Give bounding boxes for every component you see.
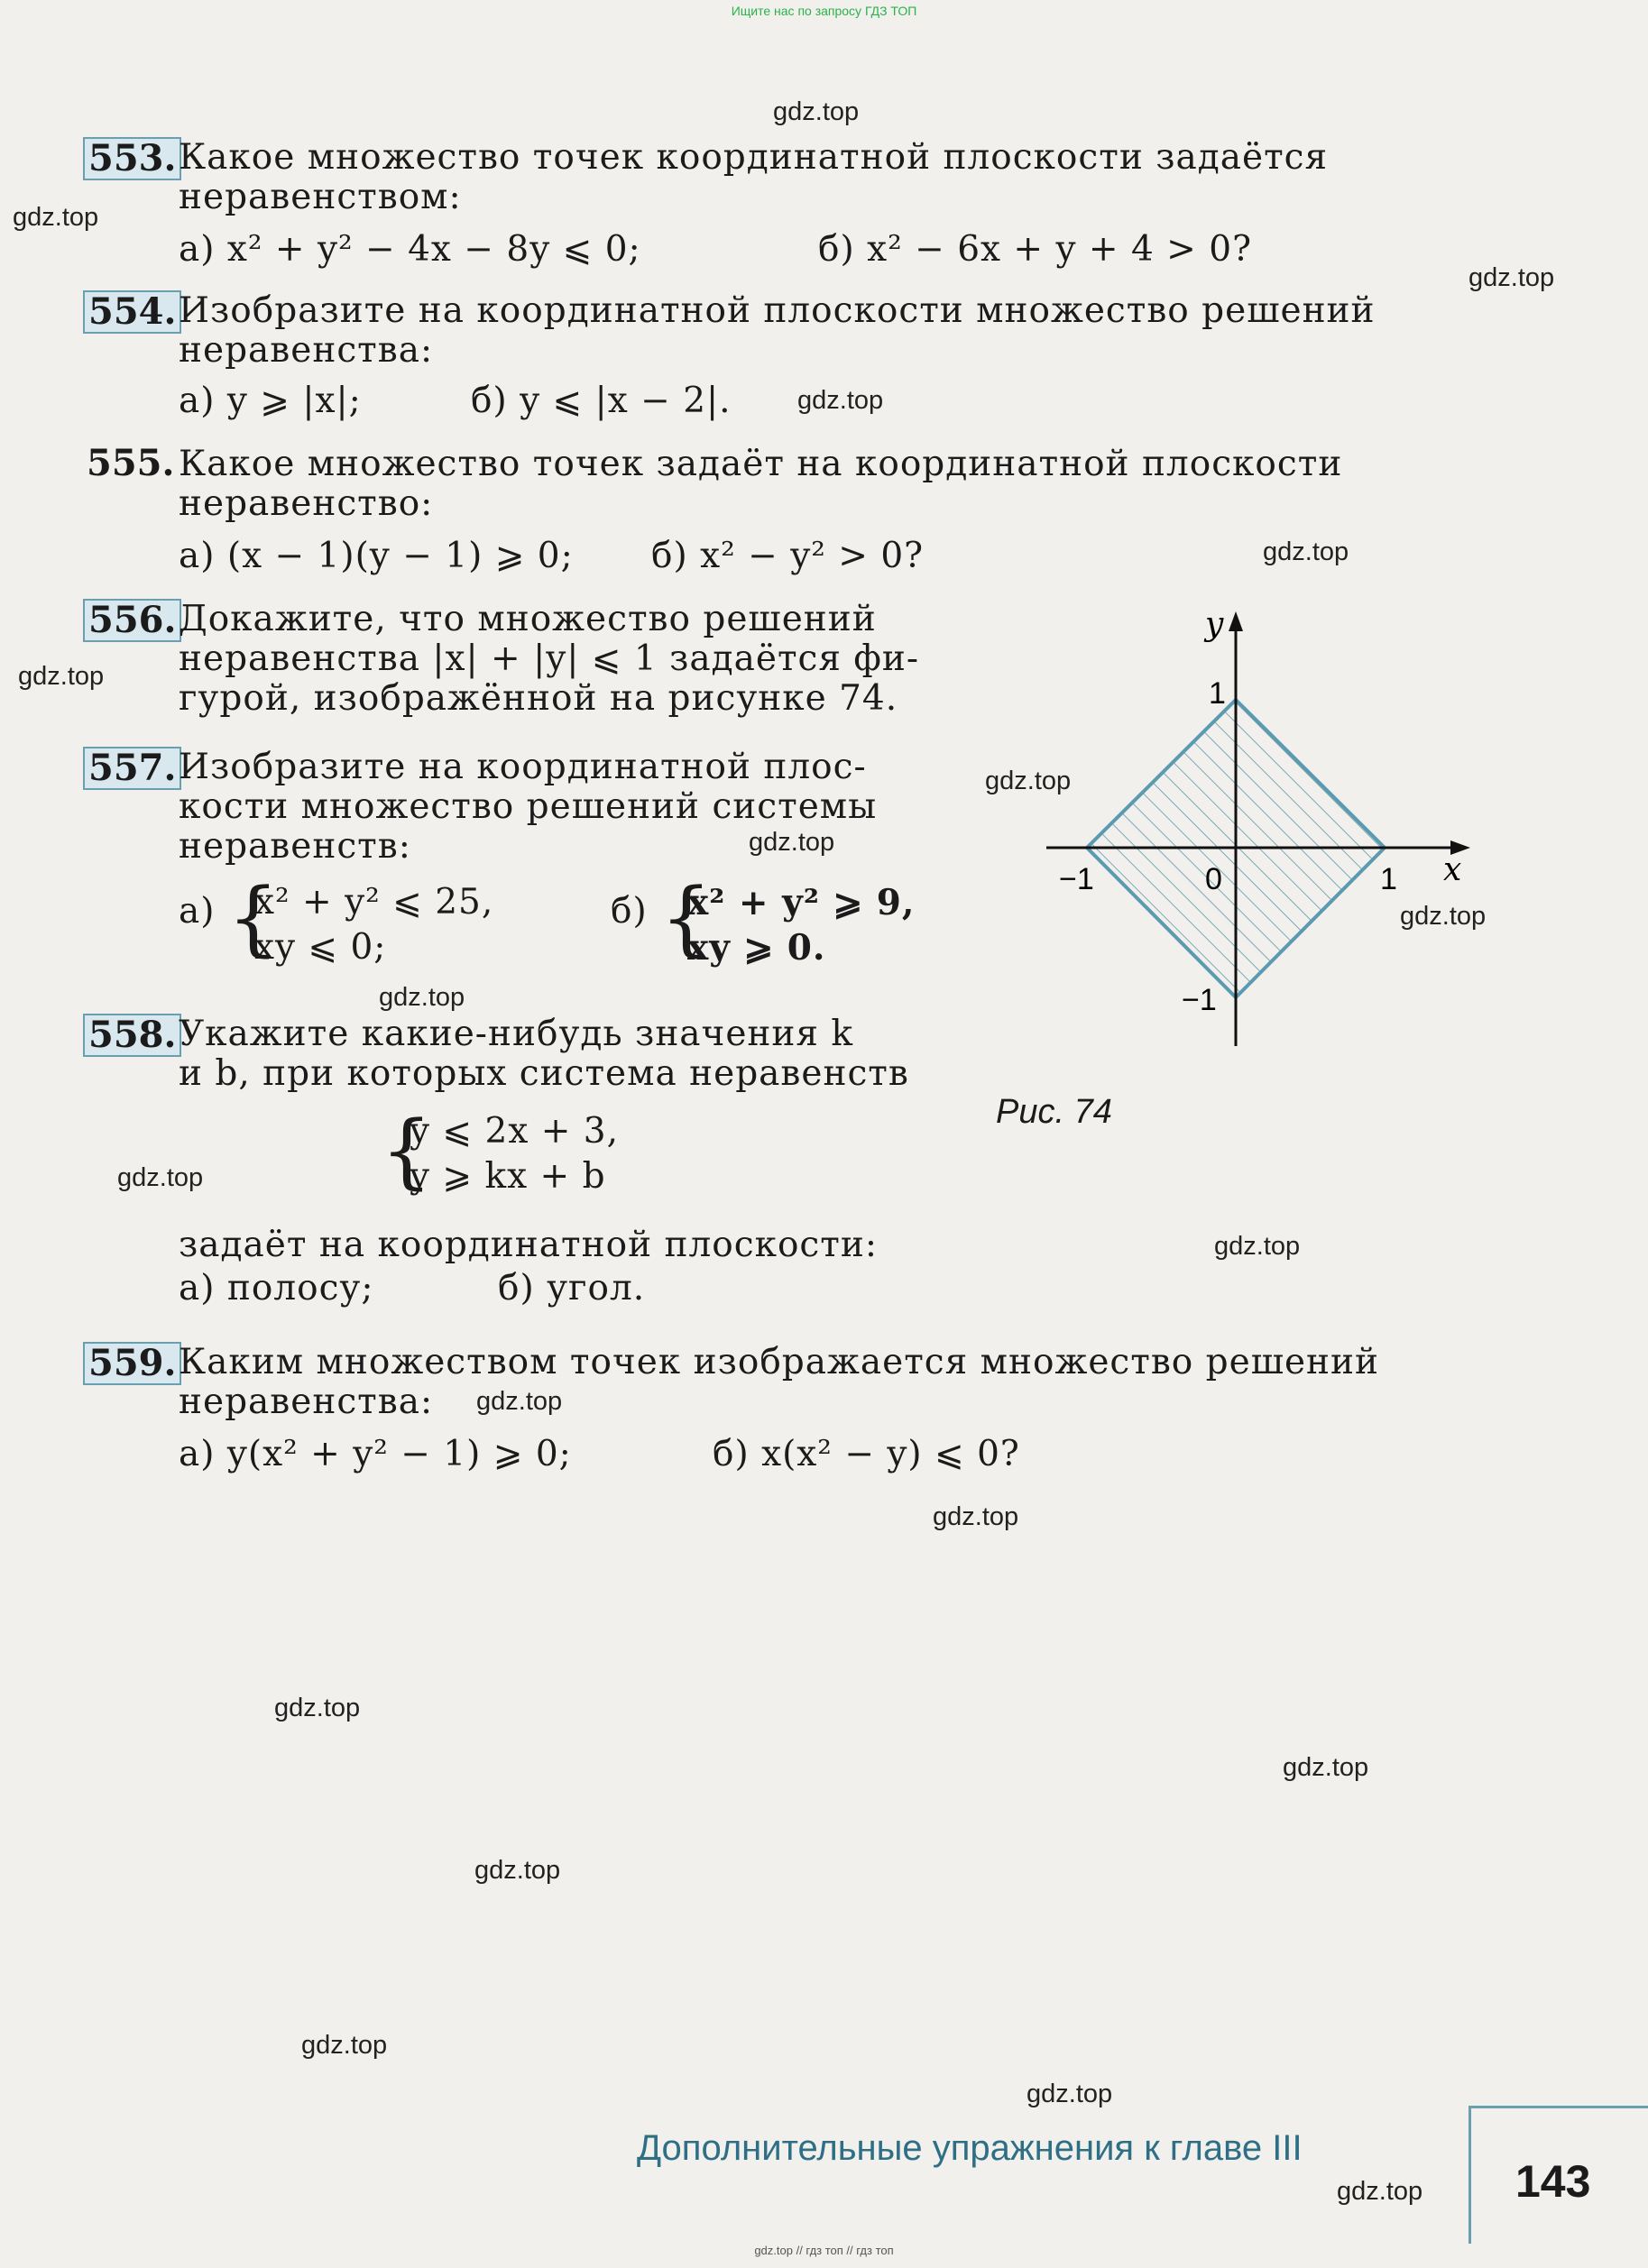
problem-text: неравенства:: [179, 330, 434, 371]
problem-number: 556.: [83, 599, 181, 642]
problem-text: неравенством:: [179, 177, 462, 217]
tick-pos-y: 1: [1209, 676, 1226, 711]
option-a: а) y(x² + y² − 1) ⩾ 0;: [179, 1434, 572, 1474]
watermark: gdz.top: [1263, 537, 1349, 566]
option-b: б) y ⩽ |x − 2|.: [471, 381, 732, 421]
watermark: gdz.top: [1468, 263, 1555, 292]
problem-text: кости множество решений системы: [179, 786, 878, 827]
option-b: б) x² − 6x + y + 4 > 0?: [818, 229, 1252, 270]
header-note: Ищите нас по запросу ГДЗ ТОП: [731, 4, 917, 18]
problem-text: неравенств:: [179, 826, 411, 867]
watermark: gdz.top: [379, 983, 465, 1012]
page-number: 143: [1515, 2156, 1591, 2207]
brace: {: [381, 1104, 434, 1198]
watermark: gdz.top: [301, 2031, 388, 2060]
system-b-line1: x² + y² ⩾ 9,: [687, 882, 916, 923]
problem-number: 559.: [83, 1342, 181, 1385]
watermark: gdz.top: [474, 1856, 561, 1885]
problem-text: Докажите, что множество решений: [179, 599, 877, 639]
watermark: gdz.top: [797, 386, 884, 415]
problem-number: 557.: [83, 747, 181, 790]
option-a: а) y ⩾ |x|;: [179, 381, 362, 421]
watermark: gdz.top: [117, 1163, 204, 1192]
problem-text: и b, при которых система неравенств: [179, 1053, 909, 1094]
system-line2: y ⩾ kx + b: [410, 1156, 606, 1197]
option-a-label: а): [179, 891, 216, 932]
watermark: gdz.top: [933, 1502, 1019, 1531]
watermark: gdz.top: [985, 767, 1072, 795]
problem-text: неравенства |x| + |y| ⩽ 1 задаётся фи-: [179, 638, 920, 679]
problem-number: 555.: [87, 442, 175, 484]
option-a: а) x² + y² − 4x − 8y ⩽ 0;: [179, 229, 641, 270]
watermark: gdz.top: [13, 203, 99, 232]
brace: {: [227, 871, 281, 966]
problem-number: 558.: [83, 1014, 181, 1057]
x-axis-label: x: [1443, 851, 1462, 888]
y-axis-label: y: [1205, 606, 1224, 643]
tick-neg-x: −1: [1059, 862, 1094, 896]
problem-text: Какое множество точек координатной плоскости задаётся: [179, 137, 1329, 178]
option-b: б) x(x² − y) ⩽ 0?: [713, 1434, 1020, 1474]
tick-neg-y: −1: [1182, 983, 1217, 1017]
problem-text: неравенство:: [179, 483, 434, 524]
watermark: gdz.top: [749, 828, 835, 857]
option-b: б) угол.: [498, 1268, 646, 1308]
option-a: а) (x − 1)(y − 1) ⩾ 0;: [179, 536, 574, 576]
system-b-line2: xy ⩾ 0.: [687, 927, 826, 969]
problem-number: 554.: [83, 290, 181, 334]
watermark: gdz.top: [18, 662, 105, 691]
watermark: gdz.top: [1400, 902, 1487, 931]
system-line1: y ⩽ 2x + 3,: [410, 1111, 619, 1152]
option-a: а) полосу;: [179, 1268, 374, 1308]
footer-note: gdz.top // гдз топ // гдз топ: [754, 2244, 894, 2257]
watermark: gdz.top: [1214, 1232, 1301, 1261]
origin-label: 0: [1205, 862, 1222, 896]
y-axis-arrow-icon: [1229, 611, 1243, 631]
watermark: gdz.top: [476, 1387, 563, 1416]
chapter-footer-title: Дополнительные упражнения к главе III: [637, 2128, 1303, 2168]
problem-text: Каким множеством точек изображается множество решений: [179, 1342, 1380, 1382]
problem-text: Изобразите на координатной плос-: [179, 747, 867, 787]
tick-pos-x: 1: [1380, 862, 1397, 896]
watermark: gdz.top: [1337, 2177, 1423, 2206]
watermark: gdz.top: [1283, 1753, 1369, 1782]
problem-text: Какое множество точек задаёт на координатной плоскости: [179, 444, 1343, 484]
figure-caption: Рис. 74: [996, 1093, 1112, 1131]
problem-text: Укажите какие-нибудь значения k: [179, 1014, 854, 1054]
option-b: б) x² − y² > 0?: [651, 536, 925, 576]
system-a-line2: xy ⩽ 0;: [254, 927, 387, 968]
brace: {: [660, 871, 714, 966]
figure-74: [1046, 595, 1479, 1064]
problem-text: задаёт на координатной плоскости:: [179, 1225, 878, 1265]
watermark: gdz.top: [1027, 2080, 1113, 2108]
system-a-line1: x² + y² ⩽ 25,: [254, 882, 494, 923]
problem-text: гурой, изображённой на рисунке 74.: [179, 678, 898, 719]
problem-number: 553.: [83, 137, 181, 180]
watermark: gdz.top: [274, 1694, 361, 1722]
watermark: gdz.top: [773, 97, 860, 126]
problem-text: Изобразите на координатной плоскости множество решений: [179, 290, 1376, 331]
problem-text: неравенства:: [179, 1382, 434, 1422]
option-b-label: б): [611, 891, 648, 932]
